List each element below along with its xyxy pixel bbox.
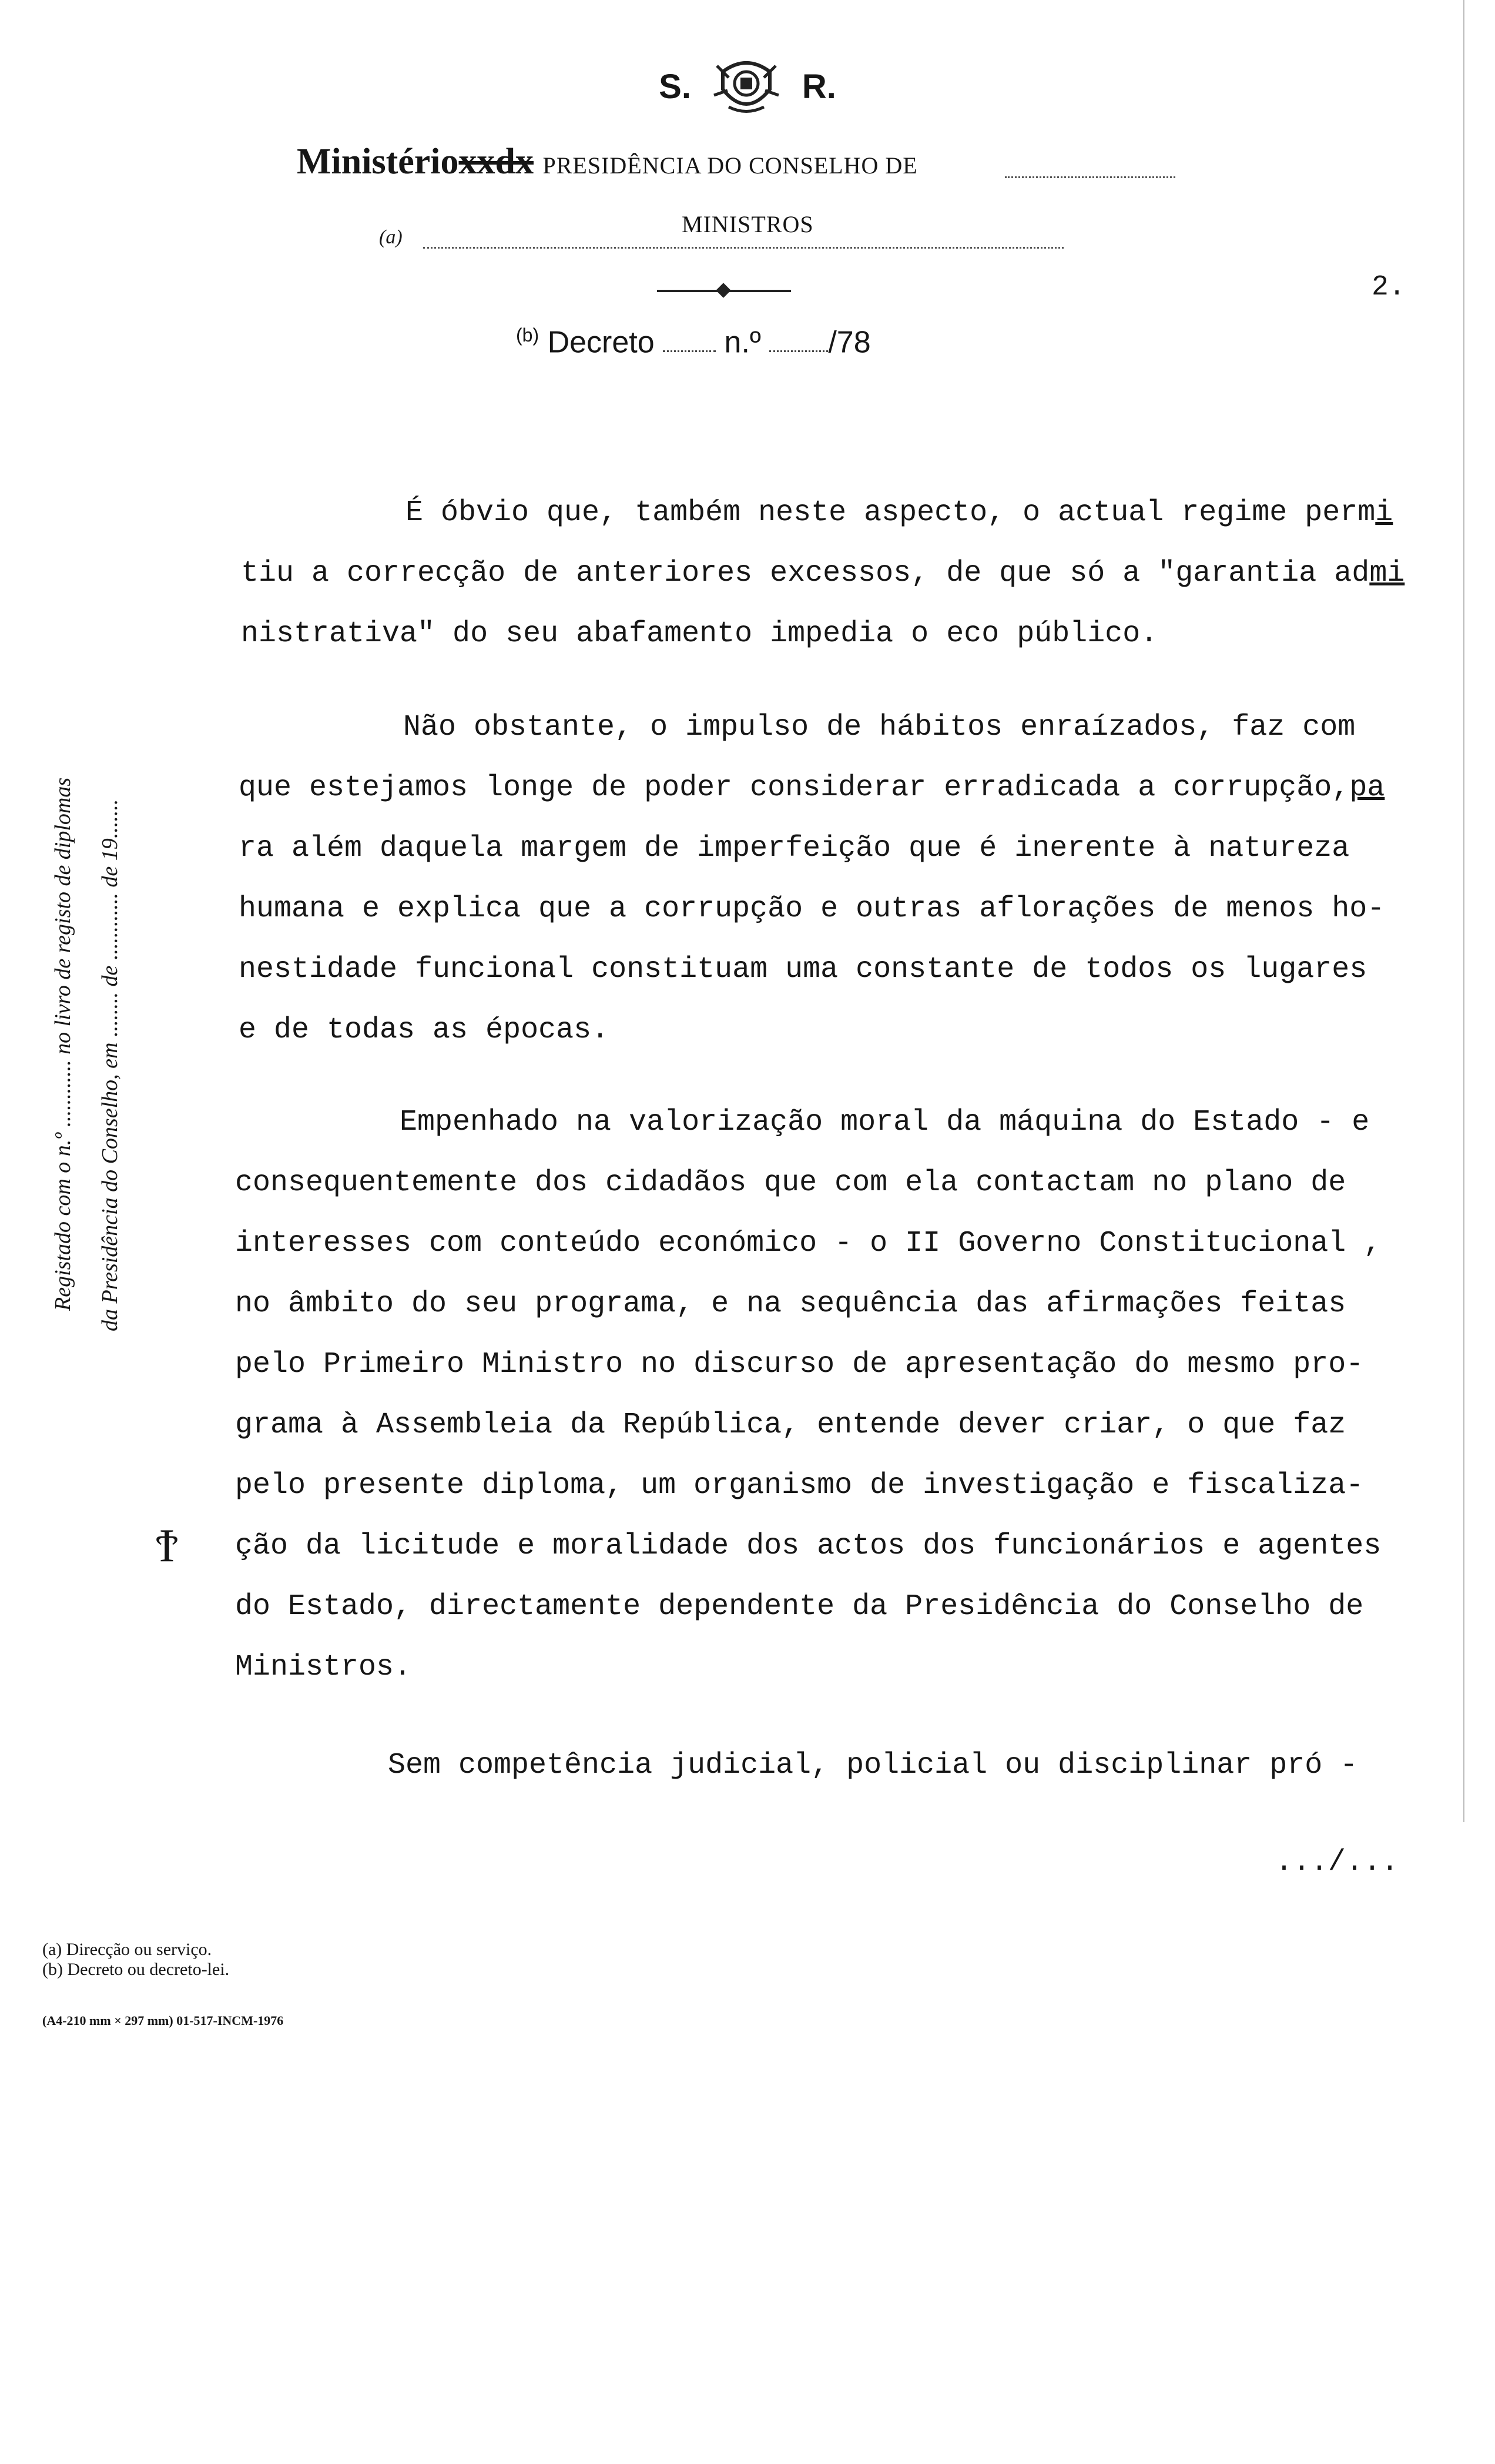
margin-registration-line2: da Presidência do Conselho, em ........ de ............ de 19....... <box>98 799 122 1331</box>
dotted-line <box>1005 176 1175 178</box>
p3-line3: interesses com conteúdo económico - o II Governo Constitucional , <box>235 1227 1382 1260</box>
page-number: 2. <box>1372 272 1406 303</box>
paragraph-1-line2 <box>241 543 1410 664</box>
p3-line4: no âmbito do seu programa, e na sequência das afirmações feitas <box>235 1287 1346 1321</box>
p2-line3: ra além daquela margem de imperfeição que é inerente à natureza <box>239 832 1350 865</box>
paragraph-4 <box>388 1735 1413 1796</box>
p2-line4: humana e explica que a corrupção e outras aflorações de menos ho- <box>239 892 1385 926</box>
p2-line2-end: pa <box>1349 771 1385 805</box>
p3-line5: pelo Primeiro Ministro no discurso de apresentação do mesmo pro- <box>235 1348 1364 1381</box>
b-marker: (b) <box>516 324 539 346</box>
continuation-mark: .../... <box>1275 1846 1399 1879</box>
p3-line10: Ministros. <box>235 1651 412 1684</box>
p1-line3: nistrativa" do seu abafamento impedia o eco público. <box>241 617 1158 651</box>
header-sr <box>0 54 1495 106</box>
footnote-b: (b) Decreto ou decreto-lei. <box>42 1960 230 1979</box>
p3-line9: do Estado, directamente dependente da Presidência do Conselho de <box>235 1590 1364 1623</box>
presidencia-text: PRESIDÊNCIA DO CONSELHO DE <box>542 152 918 179</box>
p3-line1: Empenhado na valorização moral da máquina do Estado - e <box>400 1106 1370 1139</box>
ministerio-line <box>297 141 918 183</box>
p3-line8: ção da licitude e moralidade dos actos dos funcionários e agentes <box>235 1529 1382 1563</box>
p2-line5: nestidade funcional constituam uma constante de todos os lugares <box>239 953 1367 986</box>
footnotes <box>42 1940 229 1980</box>
p2-line1: Não obstante, o impulso de hábitos enraízados, faz com <box>403 711 1356 744</box>
a-marker: (a) <box>379 226 403 248</box>
right-edge-border <box>1463 0 1464 1822</box>
dotted-line <box>423 247 1064 249</box>
p3-line6: grama à Assembleia da República, entende dever criar, o que faz <box>235 1408 1346 1442</box>
s-letter: S. <box>659 67 691 106</box>
p3-line7: pelo presente diploma, um organismo de investigação e fiscaliza- <box>235 1469 1364 1502</box>
numero-label: n.º <box>724 325 761 360</box>
p2-line2: que estejamos longe de poder considerar erradicada a corrupção, <box>239 771 1350 805</box>
p1-line1-end: i <box>1375 496 1393 530</box>
margin-registration-line1: Registado com o n.º ............ no livro de registo de diplomas <box>51 777 75 1311</box>
ministros-text: MINISTROS <box>682 211 814 237</box>
paragraph-3 <box>235 1092 1410 1698</box>
paper-format: (A4-210 mm × 297 mm) 01-517-INCM-1976 <box>42 2013 284 2028</box>
coat-of-arms-icon <box>711 54 782 119</box>
divider-diamond-icon <box>716 283 730 297</box>
dotted-fill <box>769 326 828 352</box>
dotted-fill <box>663 326 716 352</box>
r-letter: R. <box>802 67 836 106</box>
footnote-a: (a) Direcção ou serviço. <box>42 1940 212 1959</box>
ministerio-strike: xxdx <box>458 142 534 182</box>
cross-mark: Ϯ <box>156 1520 179 1572</box>
p1-line2: tiu a correcção de anteriores excessos, de que só a "garantia ad <box>241 557 1370 590</box>
decreto-line <box>516 324 871 360</box>
decreto-label: Decreto <box>547 325 655 360</box>
p3-line2: consequentemente dos cidadãos que com ela contactam no plano de <box>235 1166 1346 1200</box>
p4-line1: Sem competência judicial, policial ou disciplinar pró - <box>388 1749 1358 1782</box>
p1-line2-end: mi <box>1369 557 1405 590</box>
p2-line6: e de todas as épocas. <box>239 1013 609 1047</box>
numero-value: /78 <box>828 325 871 360</box>
ministerio-label: Ministério <box>297 142 459 182</box>
paragraph-1 <box>241 483 1410 543</box>
p1-line1: É óbvio que, também neste aspecto, o actual regime perm <box>405 496 1376 530</box>
paragraph-2 <box>239 697 1411 1060</box>
